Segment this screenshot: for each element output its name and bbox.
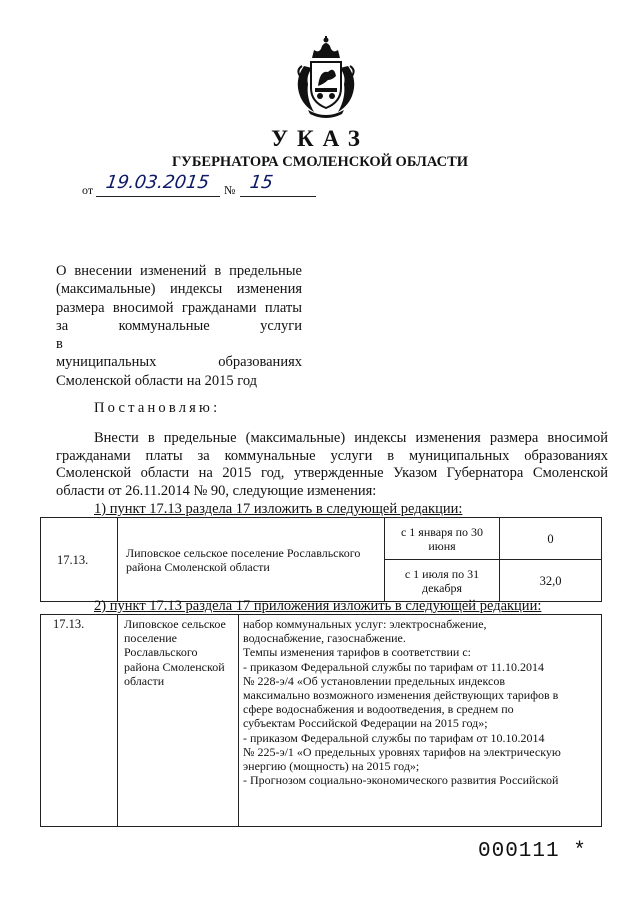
table-2-name-line: района Смоленской xyxy=(124,659,225,674)
subject-line: размера вносимой гражданами платы xyxy=(56,299,302,316)
body-line: гражданами платы за коммунальные услуги в муниципальных образованиях xyxy=(56,447,608,464)
table-2-name-line: Липовское сельское xyxy=(124,617,226,631)
document-title: УКАЗ xyxy=(271,126,369,151)
table-1-value: 32,0 xyxy=(500,560,602,602)
table-2-desc-line: - Прогнозом социально-экономического развития Российской xyxy=(243,773,559,788)
body-line: Внести в предельные (максимальные) индексы изменения размера вносимой xyxy=(94,430,608,446)
table-2-desc-line: набор коммунальных услуг: электроснабжение, xyxy=(243,617,487,631)
body-line: Смоленской области на 2015 год, утвержденные Указом Губернатора Смоленской xyxy=(56,465,608,481)
table-2-desc-line: энергию (мощность) на 2015 год»; xyxy=(243,759,420,774)
item-2-heading: 2) пункт 17.13 раздела 17 приложения изложить в следующей редакции: xyxy=(94,598,542,614)
table-1 xyxy=(40,517,602,602)
table-2-description xyxy=(239,615,602,827)
subject-block xyxy=(56,262,302,390)
table-2-desc-line: сфере водоснабжения и водоотведения, в среднем по xyxy=(243,702,514,717)
table-2-desc-line: № 225-э/1 «О предельных уровнях тарифов на электрическую xyxy=(243,744,561,759)
table-2-num: 17.13. xyxy=(41,615,118,827)
table-2-desc-line: водоснабжение, газоснабжение. xyxy=(243,631,406,646)
table-1-period: с 1 января по 30 июня xyxy=(385,518,500,560)
number-prefix: № xyxy=(224,183,236,197)
table-2-desc-line: - приказом Федеральной службы по тарифам от 10.10.2014 xyxy=(243,730,545,745)
decree-word: Постановляю: xyxy=(94,400,221,416)
number-underline xyxy=(240,196,316,197)
body-paragraph xyxy=(56,430,608,500)
table-row xyxy=(41,518,602,560)
subject-line: за коммунальные услуги в xyxy=(56,317,302,353)
item-1-heading: 1) пункт 17.13 раздела 17 изложить в следующей редакции: xyxy=(94,501,463,517)
table-1-period: с 1 июля по 31 декабря xyxy=(385,560,500,602)
date-prefix: от xyxy=(82,183,94,197)
table-2-desc-line: Темпы изменения тарифов в соответствии с: xyxy=(243,645,472,660)
body-line: области от 26.11.2014 № 90, следующие изменения: xyxy=(56,482,377,499)
table-1-name: Липовское сельское поселение Рославльского района Смоленской области xyxy=(118,518,385,602)
date-number-line xyxy=(82,172,322,202)
number-handwritten: 15 xyxy=(248,172,275,193)
coat-of-arms-emblem xyxy=(294,36,358,118)
table-2-desc-line: субъектам Российской Федерации на 2015 год»; xyxy=(243,716,488,731)
table-2-desc-line: максимально возможного изменения действующих тарифов в xyxy=(243,688,559,703)
table-2-name-line: Рославльского xyxy=(124,645,198,660)
subject-line: Смоленской области на 2015 год xyxy=(56,372,258,389)
document-subtitle: ГУБЕРНАТОРА СМОЛЕНСКОЙ ОБЛАСТИ xyxy=(171,154,469,170)
date-handwritten: 19.03.2015 xyxy=(104,172,211,193)
table-row xyxy=(41,615,602,827)
table-2-desc-line: - приказом Федеральной службы по тарифам от 11.10.2014 xyxy=(243,659,545,674)
date-underline xyxy=(96,196,220,197)
serial-number: 000111 * xyxy=(478,840,587,863)
subject-line: муниципальных образованиях xyxy=(56,354,302,371)
table-2-name-line: поселение xyxy=(124,631,178,646)
table-1-value: 0 xyxy=(500,518,602,560)
table-2-name-line: области xyxy=(124,673,165,688)
table-2 xyxy=(40,614,602,827)
subject-line: (максимальные) индексы изменения xyxy=(56,281,302,298)
subject-line: О внесении изменений в предельные xyxy=(56,263,302,279)
table-1-num: 17.13. xyxy=(41,518,118,602)
table-2-desc-line: № 228-э/4 «Об установлении предельных индексов xyxy=(243,673,506,688)
table-2-name xyxy=(118,615,239,827)
